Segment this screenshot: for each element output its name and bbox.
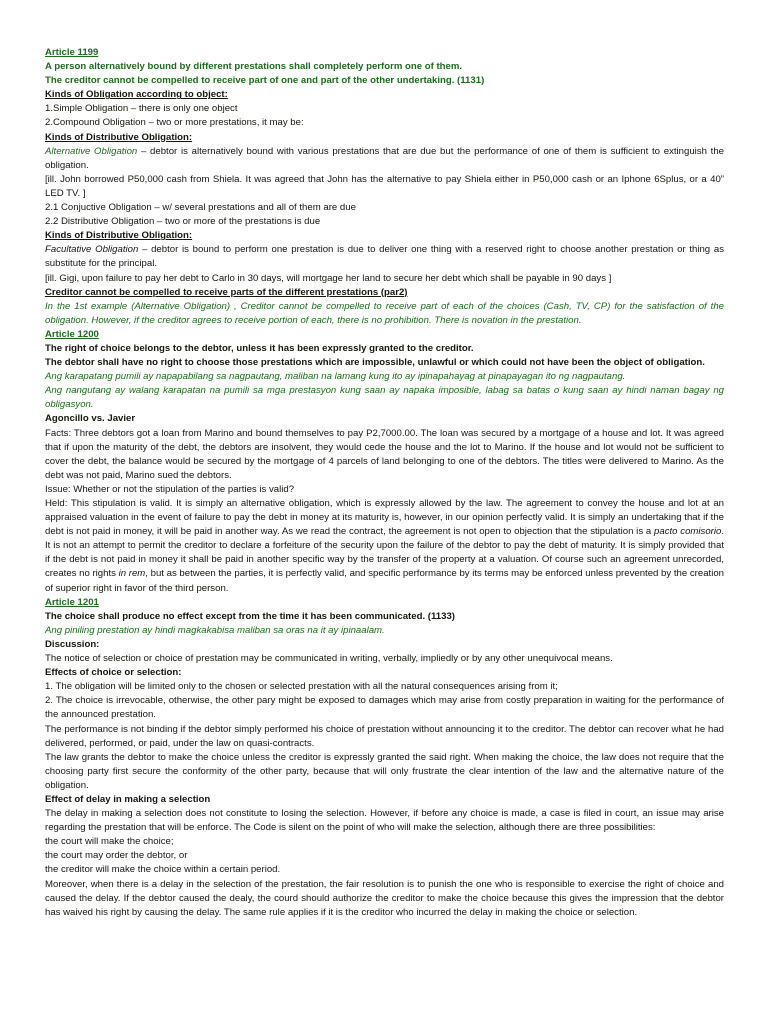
effect-1: 1. The obligation will be limited only to the chosen or selected prestation with all the natural consequences arising from it; <box>45 681 558 693</box>
held-pacto-comisorio: pacto comisorio <box>654 526 722 538</box>
held-text-3: , but as between the parties, it is perfectly valid, and specific performance by its terms may be enforced unless prevented by the creation of superior right in favor of the third person. <box>45 568 724 594</box>
possibility-1: the court will make the choice; <box>45 836 174 848</box>
illustration-2: [ill. Gigi, upon failure to pay her debt to Carlo in 30 days, will mortgage her land to secure her debt which shall be payable in 90 days ] <box>45 272 612 284</box>
article-1200-rule-1: The right of choice belongs to the debtor, unless it has been expressly granted to the creditor. <box>45 342 474 354</box>
par2-paragraph: In the 1st example (Alternative Obligation) , Creditor cannot be compelled to receive part of each of the choices (Cash, TV, CP) for the satisfaction of the obligation. However, if the creditor agrees to receive portion of each, there is no prohibition. There is novation in the prestation. <box>45 300 724 326</box>
article-1199-rule-2: The creditor cannot be compelled to receive part of one and part of the other undertaking. (1131) <box>45 75 485 87</box>
conjunctive-obligation-line: 2.1 Conjuctive Obligation – w/ several prestations and all of them are due <box>45 202 356 214</box>
held-text-2: . It is not an attempt to permit the creditor to declare a forfeiture of the security upon the failure of the debtor to pay the debt of maturity. It is simply provided that if the debt is not paid in money it shall be paid in another specific way by the transfer of the property at a valuation. Of course such an agreement unrecorded, creates no rights <box>45 526 725 580</box>
article-1201-tagalog: Ang piniling prestation ay hindi magkakabisa maliban sa oras na it ay ipinaalam. <box>45 624 385 636</box>
alternative-obligation-paragraph <box>45 145 724 173</box>
facultative-obligation-definition: – debtor is bound to perform one prestation is due to deliver one thing with a reserved right to choose another prestation or thing as substitute for the principal. <box>45 244 724 270</box>
article-1201-heading: Article 1201 <box>45 596 99 608</box>
article-1199-heading: Article 1199 <box>45 47 99 58</box>
article-1200-heading: Article 1200 <box>45 328 99 340</box>
held-text-1: Held: This stipulation is valid. It is simply an alternative obligation, which is expressly allowed by the law. The agreement to convey the house and lot at an appraised valuation in the event of failure to pay the debt in money at its maturity is, however, in our opinion perfectly valid. It is simply an undertaking that if the debt is not paid in money, it will be paid in another way. As we read the contract, the agreement is not open to objection that the stipulation is a <box>45 498 724 538</box>
tagalog-translation-2: Ang nangutang ay walang karapatan na pumili sa mga prestasyon kung saan ay napaka imposible, labag sa batas o kung saan ay hindi naman bagay ng obligasyon. <box>45 385 724 411</box>
kinds-by-object-heading: Kinds of Obligation according to object: <box>45 89 228 101</box>
case-issue: Issue: Whether or not the stipulation of the parties is valid? <box>45 483 295 495</box>
delay-heading: Effect of delay in making a selection <box>45 793 211 805</box>
tagalog-translation-1: Ang karapatang pumili ay napapabilang sa nagpautang, maliban na lamang kung ito ay ipinapahayag at pinapayagan ito ng nagpautang. <box>45 371 626 383</box>
delay-paragraph: The delay in making a selection does not constitute to losing the selection. However, if before any choice is made, a case is filed in court, an issue may arise regarding the prestation that will be enforce. The Code is silent on the point of who will make the selection, although there are three possibilities: <box>45 808 724 834</box>
illustration-1: [ill. John borrowed P50,000 cash from Shiela. It was agreed that John has the alternative to pay Shiela either in P50,000 cash or an Iphone 6Splus, or a 40” LED TV. ] <box>45 173 724 199</box>
facultative-obligation-paragraph <box>45 243 724 271</box>
law-grants-paragraph: The law grants the debtor to make the choice unless the creditor is expressly granted the said right. When making the choice, the law does not require that the choosing party first secure the conformity of the other party, because that will only frustrate the clear intention of the law and the alternative nature of the obligation. <box>45 751 724 791</box>
alternative-obligation-term: Alternative Obligation <box>45 145 138 157</box>
facultative-obligation-term: Facultative Obligation <box>45 244 139 256</box>
case-held <box>45 497 724 596</box>
article-1199-rule-1: A person alternatively bound by different prestations shall completely perform one of them. <box>45 61 463 73</box>
moreover-paragraph: Moreover, when there is a delay in the selection of the prestation, the fair resolution is to punish the one who is responsible to exercise the right of choice and caused the delay. If the debtor caused the dealy, the courd should authorize the creditor to make the choice because this gives the impression that the debtor has waived his right by causing the delay. The same rule applies if it is the creditor who incurred the delay in making the choice or selection. <box>45 878 724 918</box>
distributive-obligation-line: 2.2 Distributive Obligation – two or more of the prestations is due <box>45 216 321 228</box>
par2-heading: Creditor cannot be compelled to receive parts of the different prestations (par2) <box>45 286 408 298</box>
effects-heading: Effects of choice or selection: <box>45 667 182 679</box>
case-facts: Facts: Three debtors got a loan from Marino and bound themselves to pay P2,7000.00. The loan was secured by a mortgage of a house and lot. It was agreed that if upon the maturity of the debt, the debtors are insolvent, they would cede the house and the lot to Marino. If the house and lot would not be sufficient to cover the debt, the balance would be secured by the mortgage of 4 parcels of land belonging to one of the debtors. The titles were delivered to Marino. As the debt was not paid, Marino sued the debtors. <box>45 427 724 481</box>
effect-2: 2. The choice is irrevocable, otherwise, the other pary might be exposed to damages which may arise from costly preparation in waiting for the performance of the announced prestation. <box>45 695 724 721</box>
alternative-obligation-definition: – debtor is alternatively bound with various prestations that are due but the performance of one of them is sufficient to extinguish the obligation. <box>45 145 724 171</box>
article-1201-rule: The choice shall produce no effect except from the time it has been communicated. (1133) <box>45 610 455 622</box>
held-in-rem: in rem <box>118 568 146 580</box>
distributive-heading-2: Kinds of Distributive Obligation: <box>45 230 193 242</box>
discussion-label: Discussion: <box>45 638 100 650</box>
possibility-3: the creditor will make the choice within a certain period. <box>45 864 281 876</box>
compound-obligation-line: 2.Compound Obligation – two or more prestations, it may be: <box>45 117 304 129</box>
article-1200-rule-2: The debtor shall have no right to choose those prestations which are impossible, unlawful or which could not have been the object of obligation. <box>45 357 705 369</box>
case-title: Agoncillo vs. Javier <box>45 413 136 425</box>
distributive-heading-1: Kinds of Distributive Obligation: <box>45 131 193 143</box>
simple-obligation-line: 1.Simple Obligation – there is only one object <box>45 103 238 115</box>
discussion-text: The notice of selection or choice of prestation may be communicated in writing, verbally, impliedly or by any other unequivocal means. <box>45 653 613 665</box>
performance-paragraph: The performance is not binding if the debtor simply performed his choice of prestation without announcing it to the creditor. The debtor can recover what he had delivered, performed, or paid, under the law on quasi-contracts. <box>45 723 724 749</box>
possibility-2: the court may order the debtor, or <box>45 850 188 862</box>
